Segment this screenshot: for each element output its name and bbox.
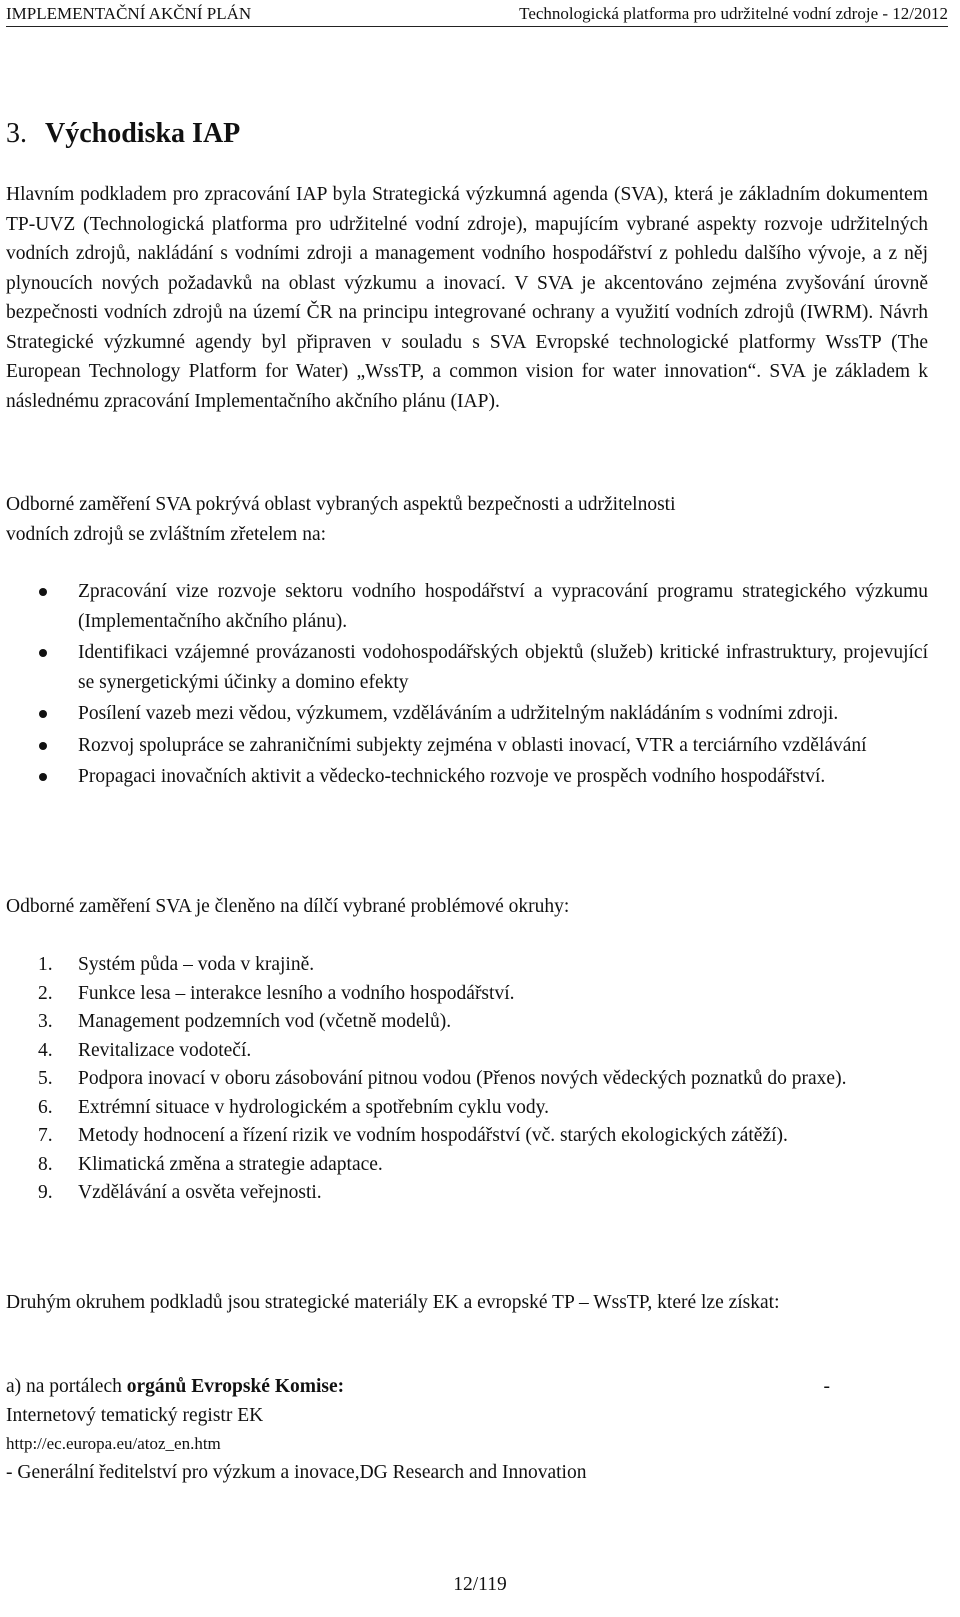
bullet-icon [39,588,47,596]
focus-line-2: vodních zdrojů se zvláštním zřetelem na: [6,523,327,545]
list-item [6,1037,928,1066]
page-header [6,4,948,27]
list-item [6,577,928,636]
list-item [6,762,928,792]
topic-list [6,951,928,1208]
item-number: 8. [38,1153,53,1175]
list-item [6,980,928,1009]
bullet-icon [39,649,47,657]
list-item-text: Metody hodnocení a řízení rizik ve vodním hospodářství (vč. starých ekologických zátěží). [78,1125,788,1146]
list-item-text: Funkce lesa – interakce lesního a vodního hospodářství. [78,982,515,1004]
list-item [6,1122,928,1151]
intro-paragraph: Hlavním podkladem pro zpracování IAP byla Strategická výzkumná agenda (SVA), která je základním dokumentem TP-UVZ (Technologická platforma pro udržitelné vodní zdroje), mapujícím vybrané aspekty rozvoje udržitelných vodních zdrojů, nakládání s vodními zdroji a management vodního hospodářství z pohledu dalšího vývoje, a z něj plynoucích nových požadavků na oblast výzkumu a inovací. V SVA je akcentováno zejména zvyšování úrovně bezpečnosti vodních zdrojů na území ČR na principu integrované ochrany a využití vodních zdrojů (IWRM). Návrh Strategické výzkumné agendy byl připraven v souladu s SVA Evropské technologické platformy WssTP (The European Technology Platform for Water) „WssTP, a common vision for water innovation“. SVA je základem k následnému zpracování Implementačního akčního plánu (IAP). [6,184,928,412]
list-item-text: Identifikaci vzájemné provázanosti vodohospodářských objektů (služeb) kritické infrastruktury, projevující se synergetickými účinky a domino efekty [78,642,928,693]
source-dash: - [823,1376,830,1397]
list-item [6,731,928,761]
header-right-title: Technologická platforma pro udržitelné vodní zdroje - 12/2012 [519,4,948,23]
list-item-text: Management podzemních vod (včetně modelů). [78,1011,452,1032]
list-item-text: Systém půda – voda v krajině. [78,954,315,975]
bullet-icon [39,710,47,718]
list-item-text: Zpracování vize rozvoje sektoru vodního hospodářství a vypracování programu strategického výzkumu (Implementačního akčního plánu). [78,581,928,632]
list-item-text: Vzdělávání a osvěta veřejnosti. [78,1182,322,1203]
focus-line-1: Odborné zaměření SVA pokrývá oblast vybraných aspektů bezpečnosti a udržitelnosti [6,494,676,515]
focus-bullet-list [6,577,928,794]
list-item [6,1179,928,1208]
bullet-icon [39,773,47,781]
list-item [6,699,928,729]
section-number: 3. [6,118,27,149]
list-item-text: Extrémní situace v hydrologickém a spotřebním cyklu vody. [78,1096,549,1118]
source-prefix: a) na portálech [6,1376,127,1397]
page-number: 12/119 [453,1574,507,1595]
list-item [6,951,928,980]
item-number: 9. [38,1182,53,1203]
list-item [6,1094,928,1123]
division-paragraph: Odborné zaměření SVA je členěno na dílčí vybrané problémové okruhy: [6,896,570,917]
item-number: 5. [38,1068,53,1089]
source-line-portals [6,1372,928,1401]
list-item-text: Posílení vazeb mezi vědou, výzkumem, vzděláváním a udržitelným nakládáním s vodními zdroji. [78,703,839,724]
focus-paragraph [6,490,928,549]
second-source-paragraph: Druhým okruhem podkladů jsou strategické materiály EK a evropské TP – WssTP, které lze získat: [6,1292,780,1313]
item-number: 2. [38,982,53,1004]
source-url-link[interactable]: http://ec.europa.eu/atoz_en.htm [6,1434,221,1453]
header-left-title: IMPLEMENTAČNÍ AKČNÍ PLÁN [6,4,252,23]
item-number: 7. [38,1125,53,1146]
list-item-text: Klimatická změna a strategie adaptace. [78,1153,383,1175]
section-title [6,118,240,150]
list-item-text: Rozvoj spolupráce se zahraničními subjekty zejména v oblasti inovací, VTR a terciárního vzdělávání [78,734,867,756]
list-item [6,1151,928,1180]
bullet-icon [39,742,47,750]
list-item-text: Propagaci inovačních aktivit a vědecko-technického rozvoje ve prospěch vodního hospodářství. [78,766,826,787]
source-line-dg: - Generální ředitelství pro výzkum a inovace,DG Research and Innovation [6,1462,587,1483]
item-number: 6. [38,1096,53,1118]
source-commission: orgánů Evropské Komise: [126,1376,345,1397]
source-line-registry: Internetový tematický registr EK [6,1405,264,1426]
item-number: 3. [38,1011,53,1032]
item-number: 4. [38,1039,53,1061]
list-item-text: Revitalizace vodotečí. [78,1039,252,1061]
item-number: 1. [38,954,53,975]
list-item-text: Podpora inovací v oboru zásobování pitnou vodou (Přenos nových vědeckých poznatků do praxe). [78,1068,847,1089]
sources-block [6,1372,928,1487]
list-item [6,638,928,697]
list-item [6,1008,928,1037]
section-title-text: Východiska IAP [45,118,241,149]
list-item [6,1065,928,1094]
